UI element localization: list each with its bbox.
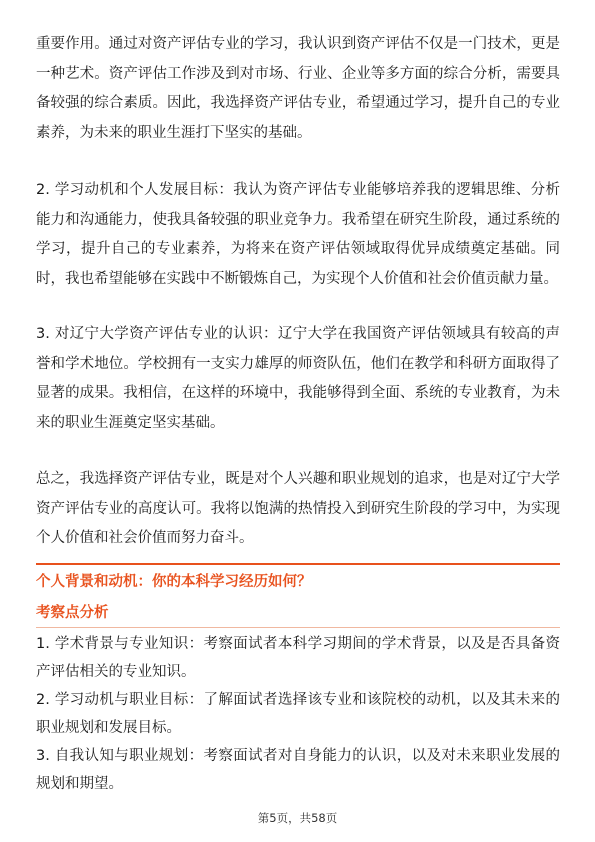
analysis-heading: 考察点分析 — [36, 605, 109, 621]
analysis-item: 3. 自我认知与职业规划：考察面试者对自身能力的认识，以及对未来职业发展的规划和期望。 — [36, 748, 560, 792]
question-title: 个人背景和动机：你的本科学习经历如何？ — [36, 574, 312, 590]
page-footer: 第5页，共58页 — [257, 811, 338, 825]
analysis-divider — [36, 627, 560, 628]
question-section — [36, 563, 560, 798]
question-divider — [36, 563, 560, 565]
analysis-item: 2. 学习动机与职业目标：了解面试者选择该专业和该院校的动机，以及其未来的职业规划和发展目标。 — [36, 692, 560, 736]
paragraph-university: 3. 对辽宁大学资产评估专业的认识：辽宁大学在我国资产评估领域具有较高的声誉和学术地位。学校拥有一支实力雄厚的师资队伍，他们在教学和科研方面取得了显著的成果。我相信，在这样的环境中，我能够得到全面、系统的专业教育，为未来的职业生涯奠定坚实基础。 — [36, 326, 560, 431]
analysis-list — [36, 630, 560, 798]
paragraph-summary: 总之，我选择资产评估专业，既是对个人兴趣和职业规划的追求，也是对辽宁大学资产评估专业的高度认可。我将以饱满的热情投入到研究生阶段的学习中，为实现个人价值和社会价值而努力奋斗。 — [36, 471, 560, 546]
analysis-item: 1. 学术背景与专业知识：考察面试者本科学习期间的学术背景，以及是否具备资产评估相关的专业知识。 — [36, 636, 560, 680]
paragraph-intro-continuation: 重要作用。通过对资产评估专业的学习，我认识到资产评估不仅是一门技术，更是一种艺术。资产评估工作涉及到对市场、行业、企业等多方面的综合分析，需要具备较强的综合素质。因此，我选择资产评估专业，希望通过学习，提升自己的专业素养，为未来的职业生涯打下坚实的基础。 — [36, 36, 560, 141]
paragraph-motivation: 2. 学习动机和个人发展目标：我认为资产评估专业能够培养我的逻辑思维、分析能力和沟通能力，使我具备较强的职业竞争力。我希望在研究生阶段，通过系统的学习，提升自己的专业素养，为将来在资产评估领域取得优异成绩奠定基础。同时，我也希望能够在实践中不断锻炼自己，为实现个人价值和社会价值贡献力量。 — [36, 182, 560, 287]
